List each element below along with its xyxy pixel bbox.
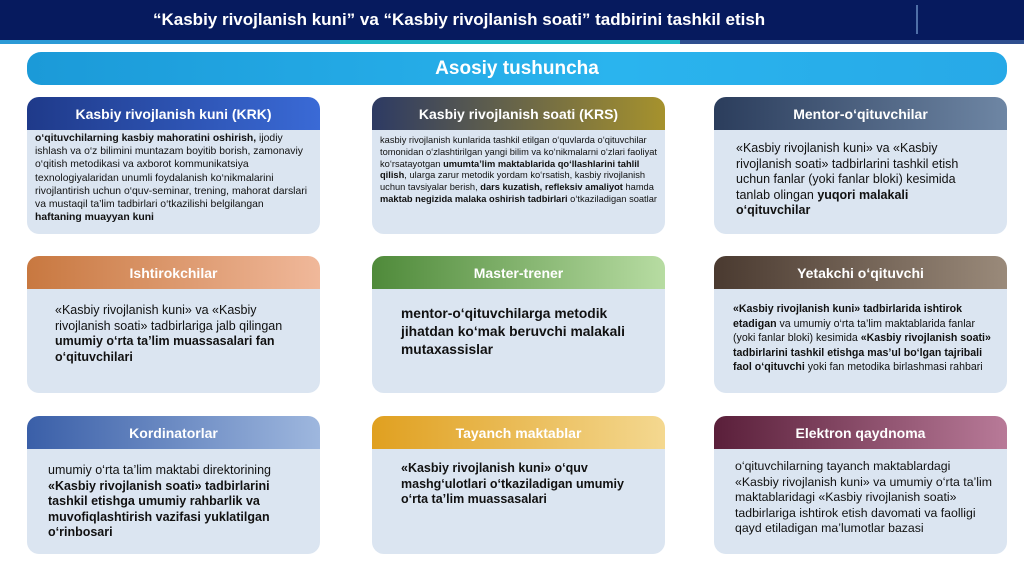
title-divider — [916, 5, 918, 34]
card-title: Kordinatorlar — [129, 425, 218, 441]
card-body — [714, 289, 1007, 393]
page-title: “Kasbiy rivojlanish kuni” va “Kasbiy rivojlanish soati” tadbirini tashkil etish — [153, 10, 766, 29]
description-text-run: yuqori malakali o‘qituvchilar — [736, 187, 909, 217]
card-title: Kasbiy rivojlanish kuni (KRK) — [75, 106, 272, 122]
description-text-run: , ularga zarur metodik yordam ko‘rsatish, kasbiy rivojlanish uchun tavsiyalar berish, — [380, 170, 646, 193]
card-body — [714, 130, 1007, 234]
card-header — [372, 97, 665, 132]
description-text-run: ijodiy ishlash va o‘z bilimini muntazam boyitib borish, zamonaviy o‘qitish metodikasi va axborot kommunikatsiya texnologiyalaridan unumli foydalanish ko‘nikmalarini rivojlantirish uchun o‘quv-seminar, trening, mahorat darslari va mustaqil ta’lim tadbirlari o‘tkazilishi belgilangan — [35, 133, 308, 211]
card-krs — [372, 97, 665, 234]
description-text-run: o‘qituvchilarning kasbiy mahoratini oshirish, — [35, 133, 257, 144]
card-header — [27, 416, 320, 451]
card-description — [401, 461, 646, 508]
description-text-run: va umumiy o‘rta ta’lim maktablarida fanlar (yoki fanlar bloki) kesimida — [733, 317, 975, 345]
card-participants — [27, 256, 320, 393]
description-text-run: «Kasbiy rivojlanish kuni» va «Kasbiy rivojlanish soati» tadbirlarini tashkil etish uchun fanlar (yoki fanlar bloki) kesimida tanlab olingan — [736, 141, 959, 202]
description-text-run: «Kasbiy rivojlanish kuni» o‘quv mashg‘ulotlari o‘tkaziladigan umumiy o‘rta ta’lim muassasalari — [401, 461, 624, 507]
card-description — [735, 459, 995, 537]
banner-title: Asosiy tushuncha — [435, 58, 599, 79]
description-text-run: o‘tkaziladigan soatlar — [567, 193, 657, 204]
card-header — [714, 97, 1007, 132]
description-text-run: kasbiy rivojlanish kunlarida tashkil etilgan o‘quvlarda o‘qituvchilar tomonidan o‘zlashtirilgan yangi bilim va ko‘nikmalarni o‘zlari faoliyat ko‘rsatayotgan — [380, 135, 657, 169]
description-text-run: maktab negizida malaka oshirish tadbirlari — [380, 193, 568, 204]
description-text-run: «Kasbiy rivojlanish soati» tadbirlarini tashkil etishga mas’ul bo‘lgan tajribali faol o‘qituvchi — [733, 332, 991, 374]
main-concept-banner — [27, 52, 1007, 85]
card-header — [27, 256, 320, 291]
card-body — [27, 130, 320, 234]
card-body — [372, 130, 665, 234]
card-header — [372, 256, 665, 291]
description-text-run: umumiy o‘rta ta’lim maktabi direktorining — [48, 463, 271, 477]
card-krk — [27, 97, 320, 234]
description-text-run: o‘qituvchilarning tayanch maktablardagi «Kasbiy rivojlanish kuni» va umumiy o‘rta ta’lim maktablaridagi «Kasbiy rivojlanish soati» tadbirlariga ishtirok etish davomati va faolligi qayd etiladigan ma’lumotlar bazasi — [735, 459, 992, 536]
card-body — [714, 449, 1007, 554]
card-body — [372, 289, 665, 393]
card-mentor — [714, 97, 1007, 234]
card-body — [27, 289, 320, 393]
card-body — [27, 449, 320, 554]
card-body — [372, 449, 665, 554]
card-description — [733, 302, 995, 375]
card-header — [714, 416, 1007, 451]
card-header — [714, 256, 1007, 291]
card-description — [35, 132, 310, 224]
description-text-run: haftaning muayyan kuni — [35, 212, 154, 224]
card-description — [48, 463, 306, 541]
description-text-run: «Kasbiy rivojlanish soati» tadbirlarini tashkil etishga umumiy rahbarlik va muvofiqlashtirish vazifasi yuklatilgan o‘rinbosari — [48, 478, 270, 540]
description-text-run: yoki fan metodika birlashmasi rahbari — [804, 361, 983, 374]
card-title: Kasbiy rivojlanish soati (KRS) — [418, 106, 619, 122]
card-description — [736, 141, 986, 219]
card-base-schools — [372, 416, 665, 554]
description-text-run: dars kuzatish, refleksiv amaliyot — [480, 182, 623, 193]
card-lead-teacher — [714, 256, 1007, 393]
card-title: Yetakchi o‘qituvchi — [797, 265, 924, 281]
card-title: Master-trener — [473, 265, 564, 281]
description-text-run: «Kasbiy rivojlanish kuni» tadbirlarida ishtirok etadigan — [733, 303, 963, 330]
description-text-run: umumta’lim maktablarida qo‘llashlarini tahlil qilish — [380, 158, 640, 181]
card-coordinators — [27, 416, 320, 554]
card-title: Elektron qaydnoma — [795, 425, 926, 441]
card-header — [372, 416, 665, 451]
card-electronic-register — [714, 416, 1007, 554]
card-description — [55, 303, 295, 365]
title-bar — [0, 0, 1024, 40]
description-text-run: umumiy o‘rta ta’lim muassasalari fan o‘qituvchilari — [55, 334, 275, 364]
accent-stripe-navy — [680, 40, 1024, 44]
description-text-run: mentor-o‘qituvchilarga metodik jihatdan ko‘mak beruvchi malakali mutaxassislar — [401, 306, 625, 357]
card-master-trainer — [372, 256, 665, 393]
card-title: Ishtirokchilar — [129, 265, 218, 281]
card-title: Mentor-o‘qituvchilar — [793, 106, 928, 122]
card-description — [401, 305, 641, 359]
card-title: Tayanch maktablar — [455, 425, 582, 441]
description-text-run: hamda — [622, 182, 654, 193]
accent-stripe-teal — [340, 40, 680, 44]
accent-stripe-blue — [0, 40, 340, 44]
card-header — [27, 97, 320, 132]
card-description — [380, 135, 658, 206]
description-text-run: «Kasbiy rivojlanish kuni» va «Kasbiy rivojlanish soati» tadbirlariga jalb qilingan — [55, 303, 283, 333]
